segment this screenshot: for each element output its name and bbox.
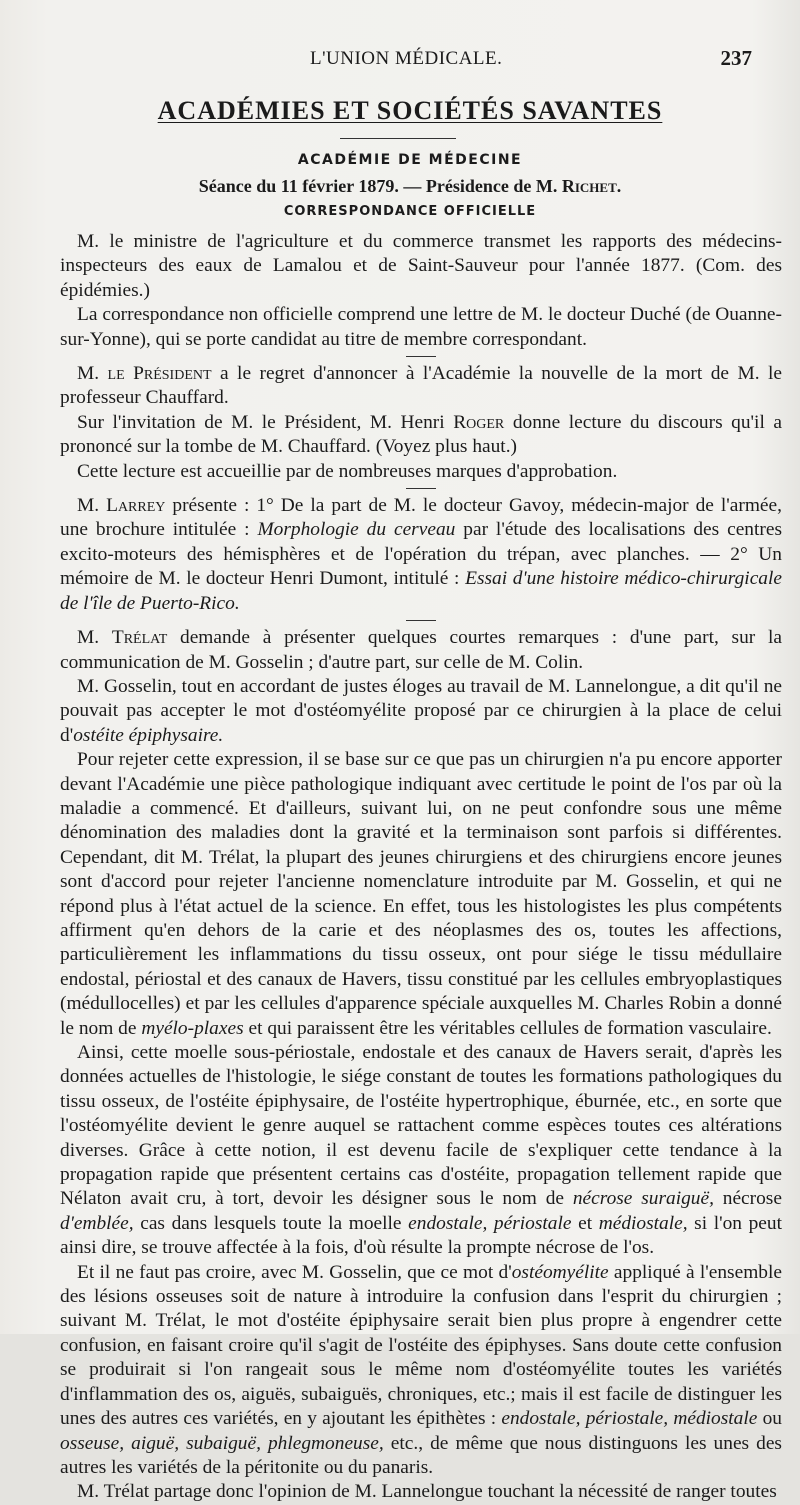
paragraph-text: Ainsi, cette moelle sous-périostale, endostale et des canaux de Havers serait, d'après les données actuelles de l'histologie, le siége constant de toutes les formations pathologiques du tissu osseux, de l'ostéite épiphysaire, de l'ostéite hypertrophique, éburnée, etc., en sorte que l'ostéomyélite devient le genre auquel se rattachent comme espèces toutes ces altérations diverses. Grâce à cette notion, il est devenu facile de s'expliquer cette tendance à la propagation rapide que présentent certains cas d'ostéite, propagation tellement rapide que Nélaton avait cru, à tort, devoir les désigner sous le nom de [60, 1042, 782, 1210]
paragraph-text: etc., de même que nous distinguons les unes des autres les variétés de la péritonite ou du panaris. [60, 1432, 782, 1478]
speaker-name: le Président [107, 363, 212, 385]
italic-term: ostéite épiphysaire. [73, 724, 224, 746]
separator-rule [60, 484, 782, 494]
paragraph-text: Cette lecture est accueillie par de nombreuses marques d'approbation. [77, 460, 618, 482]
paragraph-president [60, 362, 782, 411]
separator-rule [60, 616, 782, 626]
italic-term: myélo-plaxes [141, 1017, 244, 1039]
paragraph-text: cas dans lesquels toute la moelle [140, 1212, 402, 1234]
article-body [60, 230, 782, 1505]
paragraph-approbation [60, 460, 782, 484]
paragraph-larrey [60, 494, 782, 616]
title-rule [340, 138, 456, 139]
paragraph-text: présente : 1° De la part de M. le docteur Gavoy, médecin-major de l'armée, une brochure intitulée : [60, 495, 782, 541]
paragraph-gosselin [60, 675, 782, 748]
speaker-name: Roger [453, 411, 505, 433]
paragraph-text: demande à présenter quelques courtes remarques : d'une part, sur la communication de M. Gosselin ; d'autre part, sur celle de M. Colin. [60, 627, 782, 673]
paragraph-conclusion [60, 1480, 782, 1504]
paragraph-trelat [60, 626, 782, 675]
paragraph-correspondance [60, 303, 782, 352]
italic-term: médiostale, [598, 1212, 688, 1234]
book-title: Essai d'une histoire médico-chirurgicale de l'île de Puerto-Rico. [60, 568, 782, 614]
paragraph-text: donne lecture du discours qu'il a prononcé sur la tombe de M. Chauffard. (Voyez plus haut.) [60, 411, 782, 458]
session-president: Richet. [561, 176, 622, 196]
italic-term: endostale, périostale, médiostale [501, 1408, 758, 1430]
paragraph-text: La correspondance non officielle comprend une lettre de M. le docteur Duché (de Ouanne-sur-Yonne), qui se porte candidat au titre de membre correspondant. [60, 304, 782, 350]
paragraph-confusion [60, 1261, 782, 1481]
paragraph-text: M. [77, 627, 100, 649]
session-line [60, 176, 760, 197]
paragraph-text: par l'étude des localisations des centres excito-moteurs des hémisphères et de l'opération du trépan, avec planches. — 2° Un mémoire de M. le docteur Henri Dumont, intitulé : [60, 519, 782, 590]
paragraph-roger [60, 411, 782, 460]
paragraph-text: Pour rejeter cette expression, il se base sur ce que pas un chirurgien n'a pu encore apporter devant l'Académie une pièce pathologique indiquant avec certitude le point de l'os par où la maladie a commencé. Et d'ailleurs, suivant lui, on ne peut confondre sous une même dénomination des maladies dont la gravité et la terminaison sont parfois si différentes. Cependant, dit M. Trélat, la plupart des jeunes chirurgiens et des chirurgiens encore jeunes sont d'accord pour rejeter l'ancienne nomenclature introduite par M. Gosselin, et qui ne répond plus à l'état actuel de la science. En effet, tous les histologistes les plus compétents affirment qu'en dehors de la carie et des néoplasmes des os, toutes les affections, particulièrement les inflammations du tissu osseux, ont pour siége le tissu médullaire endostal, périostal et des canaux de Havers, tissu constitué par les cellules embryoplastiques (médullocelles) et par les cellules d'apparence spéciale auxquelles M. Charles Robin a donné le nom de [60, 749, 782, 1039]
paragraph-text: Sur l'invitation de M. le Président, M. Henri [77, 411, 445, 433]
speaker-name: Trélat [111, 627, 168, 649]
section-title: ACADÉMIES ET SOCIÉTÉS SAVANTES [157, 96, 663, 125]
journal-title: L'UNION MÉDICALE. [310, 48, 503, 69]
paragraph-rejeter [60, 748, 782, 1041]
speaker-name: Larrey [106, 495, 166, 517]
paragraph-text: et [578, 1212, 593, 1234]
paragraph-text: nécrose [722, 1188, 782, 1210]
paragraph-text: M. le ministre de l'agriculture et du commerce transmet les rapports des médecins-inspecteurs des eaux de Lamalou et de Saint-Sauveur pour l'année 1877. (Com. des épidémies.) [60, 231, 782, 301]
session-prefix: Séance du 11 février 1879. — Présidence de M. [198, 176, 558, 196]
separator-rule [60, 352, 782, 362]
paragraph-text: appliqué à l'ensemble des lésions osseuses soit de nature à introduire la confusion dans l'esprit du chirurgien ; suivant M. Trélat, le mot d'ostéite épiphysaire serait bien plus propre à engendrer cette confusion, en faisant croire qu'il s'agit de l'ostéite des épiphyses. Sans doute cette confusion se produirait si l'on rangeait sous le même nom d'ostéomyélite toutes les variétés d'inflammation des os, aiguës, subaiguës, chroniques, etc.; mais il est facile de distinguer les unes des autres ces variétés, en y ajoutant les épithètes : [60, 1261, 782, 1430]
italic-term: nécrose suraiguë, [572, 1188, 714, 1210]
italic-term: osseuse, aiguë, subaiguë, phlegmoneuse, [60, 1432, 384, 1454]
book-title: Morphologie du cerveau [257, 519, 456, 541]
paragraph-text: ou [762, 1408, 782, 1430]
paragraph-text: si l'on peut ainsi dire, se trouve affectée à la fois, d'où résulte la prompte nécrose de l'os. [60, 1212, 782, 1259]
paragraph-ministre [60, 230, 782, 303]
academy-heading: ACADÉMIE DE MÉDECINE [297, 152, 523, 168]
italic-term: ostéomyélite [511, 1261, 609, 1283]
italic-term: endostale, périostale [408, 1212, 572, 1234]
paragraph-text: M. [77, 363, 100, 385]
italic-term: d'emblée, [60, 1212, 134, 1234]
paragraph-text: et qui paraissent être les véritables cellules de formation vasculaire. [248, 1017, 772, 1039]
paragraph-text: M. Trélat partage donc l'opinion de M. Lannelongue touchant la nécessité de ranger toutes [77, 1481, 777, 1503]
correspondence-heading: CORRESPONDANCE OFFICIELLE [283, 204, 537, 219]
running-header [60, 46, 760, 74]
paragraph-text: Et il ne faut pas croire, avec M. Gosselin, que ce mot d' [77, 1261, 512, 1283]
paragraph-text: M. [77, 495, 100, 517]
paragraph-text: a le regret d'annoncer à l'Académie la nouvelle de la mort de M. le professeur Chauffard. [60, 363, 782, 409]
paragraph-ainsi [60, 1041, 782, 1261]
paragraph-text: M. Gosselin, tout en accordant de justes éloges au travail de M. Lannelongue, a dit qu'il ne pouvait pas accepter le mot d'ostéomyélite proposé par ce chirurgien à la place de celui d' [60, 675, 782, 746]
page-number: 237 [720, 46, 752, 70]
